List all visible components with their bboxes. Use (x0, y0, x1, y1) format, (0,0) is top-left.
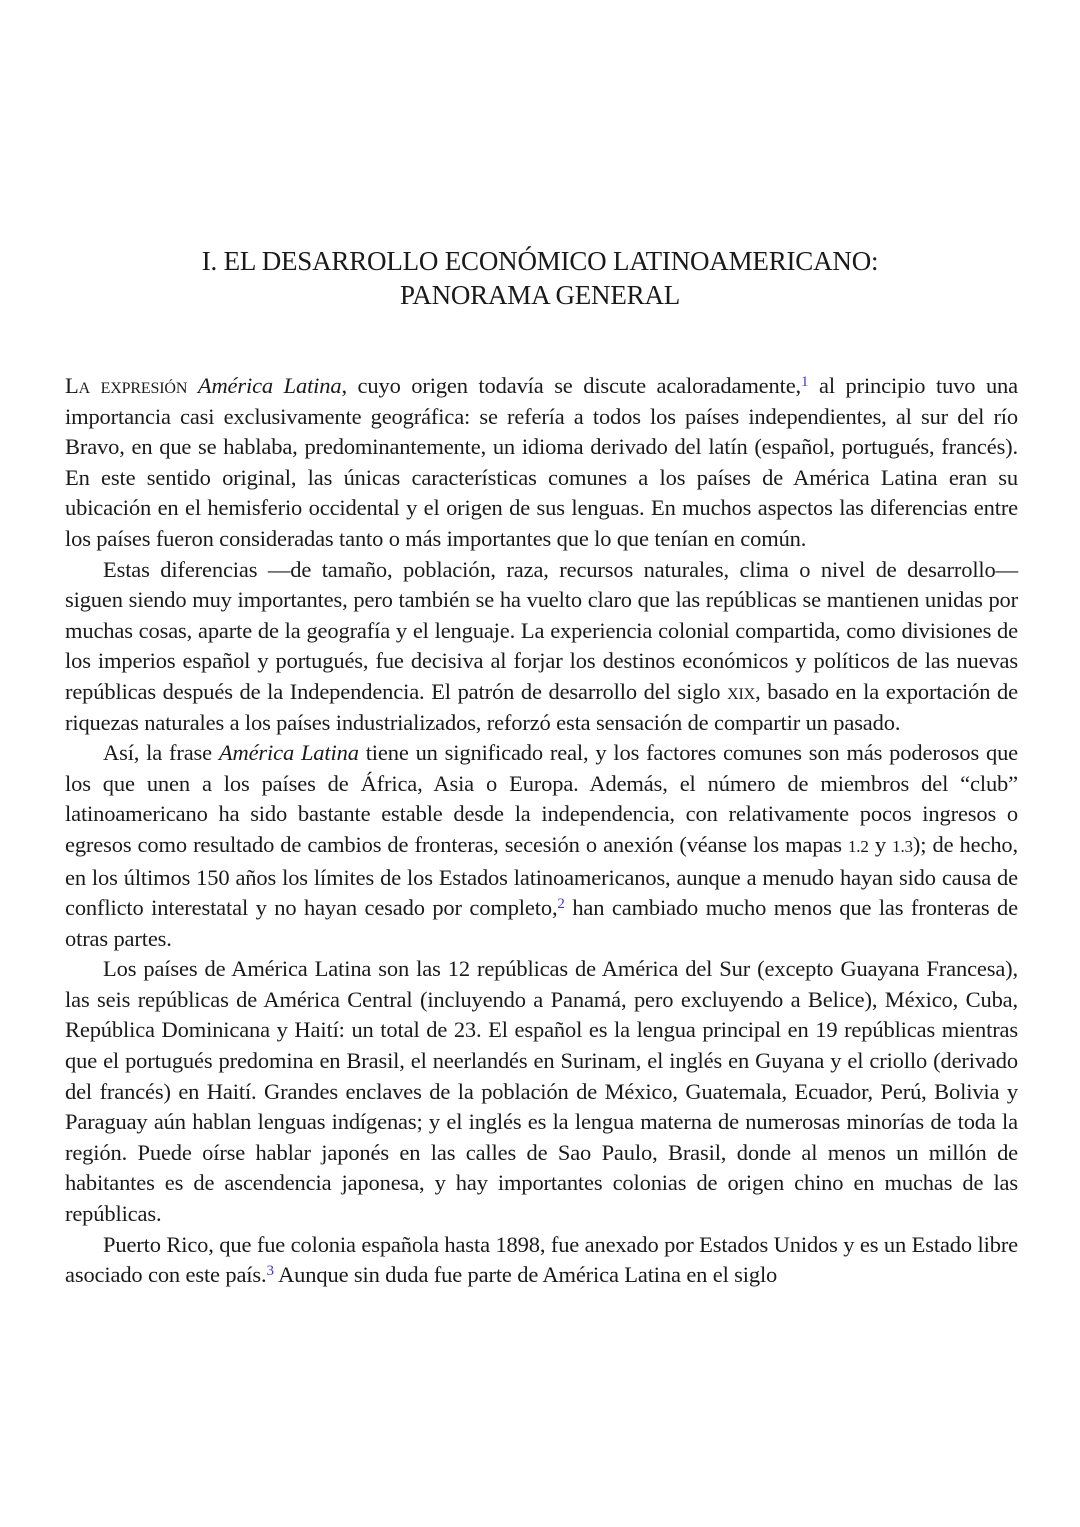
italic-term: América Latina (218, 740, 359, 766)
paragraph-text: tiene un significado real, y los factores comunes son más poderosos que los que unen a los países de África, Asia o Europa. Además, el número de miembros del “club” latinoamericano ha sido bastante estable desde la independencia, con relativamente pocos ingresos o egresos como resultado de cambios de fronteras, secesión o anexión (véanse los mapas (65, 740, 1019, 857)
italic-term: América Latina (197, 373, 342, 398)
paragraph-1 (65, 371, 1018, 555)
map-ref-2[interactable]: 1.3 (892, 836, 913, 856)
chapter-title-line-1: I. EL DESARROLLO ECONÓMICO LATINOAMERICANO: (201, 246, 879, 276)
paragraph-5 (65, 1230, 1018, 1291)
paragraph-text: , cuyo origen todavía se discute acaloradamente, (341, 373, 802, 398)
paragraph-4 (65, 954, 1018, 1229)
paragraph-text: Estas diferencias —de tamaño, población, raza, recursos naturales, clima o nivel de desarrollo— siguen siendo muy importantes, pero también se ha vuelto claro que las repúblicas se mantienen unidas por muchas cosas, aparte de la geografía y el lenguaje. La experiencia colonial compartida, como divisiones de los imperios español y portugués, fue decisiva al forjar los destinos económicos y políticos de las nuevas repúblicas después de la Independencia. El patrón de desarrollo del siglo (65, 556, 1018, 704)
paragraph-text: Así, la frase (103, 740, 219, 766)
paragraph-3 (65, 738, 1018, 954)
paragraph-text: han cambiado mucho menos que las fronteras de otras partes. (65, 895, 1018, 951)
lead-smallcaps: La expresión (65, 373, 188, 398)
chapter-title (0, 244, 1080, 312)
paragraph-2 (65, 555, 1018, 739)
roman-century: xix (727, 678, 756, 704)
paragraph-text: y (868, 831, 893, 857)
paragraph-text: , basado en la exportación de riquezas naturales a los países industrializados, reforzó esta sensación de compartir un pasado. (65, 678, 1018, 735)
footnote-ref-3[interactable]: 3 (266, 1263, 274, 1280)
paragraph-text: Aunque sin duda fue parte de América Latina en el siglo (273, 1262, 778, 1288)
paragraph-text: al principio tuvo una importancia casi exclusivamente geográfica: se refería a todos los países independientes, al sur del río Bravo, en que se hablaba, predominantemente, un idioma derivado del latín (español, portugués, francés). En este sentido original, las únicas características comunes a los países de América Latina eran su ubicación en el hemisferio occidental y el origen de sus lenguas. En muchos aspectos las diferencias entre los países fueron consideradas tanto o más importantes que lo que tenían en común. (65, 373, 1018, 551)
paragraph-text: Puerto Rico, que fue colonia española hasta 1898, fue anexado por Estados Unidos y es un Estado libre asociado con este país. (65, 1231, 1018, 1288)
chapter-body (65, 371, 1018, 1291)
paragraph-text: ); de hecho, en los últimos 150 años los límites de los Estados latinoamericanos, aunque a menudo hayan sido causa de conflicto interestatal y no hayan cesado por completo, (65, 831, 1018, 921)
footnote-ref-1[interactable]: 1 (801, 374, 809, 390)
chapter-title-line-2: PANORAMA GENERAL (399, 280, 681, 310)
paragraph-text: Los países de América Latina son las 12 repúblicas de América del Sur (excepto Guayana Francesa), las seis repúblicas de América Central (incluyendo a Panamá, pero excluyendo a Belice), México, Cuba, República Dominicana y Haití: un total de 23. El español es la lengua principal en 19 repúblicas mientras que el portugués predomina en Brasil, el neerlandés en Surinam, el inglés en Guyana y el criollo (derivado del francés) en Haití. Grandes enclaves de la población de México, Guatemala, Ecuador, Perú, Bolivia y Paraguay aún hablan lenguas indígenas; y el inglés es la lengua materna de numerosas minorías de toda la región. Puede oírse hablar japonés en las calles de Sao Paulo, Brasil, donde al menos un millón de habitantes es de ascendencia japonesa, y hay importantes colonias de origen chino en muchas de las repúblicas. (65, 956, 1018, 1227)
map-ref-1[interactable]: 1.2 (847, 836, 869, 856)
footnote-ref-2[interactable]: 2 (557, 896, 565, 913)
